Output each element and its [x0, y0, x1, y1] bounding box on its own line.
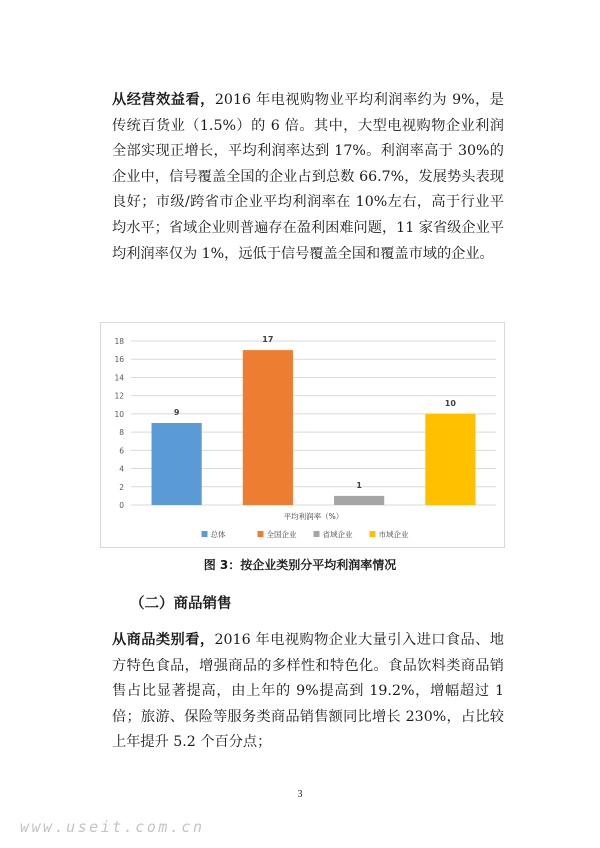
y-tick-label: 4 — [119, 464, 124, 474]
y-tick-label: 6 — [119, 446, 124, 456]
legend-swatch — [314, 531, 320, 537]
y-tick-label: 8 — [119, 428, 124, 438]
paragraph-body: 2016 年电视购物企业大量引入进口食品、地方特色食品，增强商品的多样性和特色化。食品饮料类商品销售占比显著提高，由上年的 9%提高到 19.2%，增幅超过 1 倍；旅游、保险等服务类商品销售额同比增长 230%，占比较上年提升 5.2 个百分点； — [112, 632, 504, 751]
data-label: 9 — [173, 408, 180, 417]
legend-label: 全国企业 — [266, 530, 297, 539]
legend-swatch — [258, 531, 264, 537]
bar-chart-svg — [101, 323, 504, 547]
profit-rate-chart — [100, 322, 505, 548]
y-tick-label: 18 — [114, 337, 124, 346]
y-tick-label: 12 — [114, 391, 124, 401]
paragraph-operating-efficiency — [112, 88, 504, 267]
bar-3 — [334, 496, 384, 505]
legend-label: 市域企业 — [378, 530, 409, 539]
watermark: www.useit.com.cn — [20, 818, 205, 836]
paragraph-lead: 从经营效益看， — [112, 92, 215, 108]
legend-swatch — [202, 531, 208, 537]
section-heading: （二）商品销售 — [130, 596, 232, 612]
bar-1 — [152, 423, 202, 505]
y-tick-label: 0 — [119, 501, 124, 510]
paragraph-lead: 从商品类别看， — [112, 632, 215, 648]
page-number: 3 — [297, 789, 303, 800]
y-tick-label: 10 — [114, 409, 124, 419]
data-label: 10 — [444, 398, 456, 408]
legend-swatch — [370, 531, 376, 537]
paragraph-body: 2016 年电视购物业平均利润率约为 9%，是传统百货业（1.5%）的 6 倍。其中，大型电视购物企业利润全部实现正增长，平均利润率达到 17%。利润率高于 30%的企业中，信号覆盖全国的企业占到总数 66.7%，发展势头表现良好；市级/跨省市企业平均利润率在 10%左右，高于行业平均水平；省域企业则普遍存在盈利困难问题，11 家省级企业平均利润率仅为 1%，远低于信号覆盖全国和覆盖市域的企业。 — [112, 92, 504, 262]
bar-4 — [425, 414, 475, 505]
y-tick-label: 16 — [114, 355, 124, 365]
legend-label: 总体 — [210, 530, 226, 539]
y-tick-label: 2 — [119, 482, 124, 492]
figure-caption: 图 3：按企业类别分平均利润率情况 — [203, 558, 397, 572]
paragraph-product-category — [112, 628, 504, 756]
x-axis-title: 平均利润率（%） — [283, 512, 344, 521]
data-label: 1 — [356, 480, 362, 490]
legend-label: 省域企业 — [322, 530, 353, 539]
y-tick-label: 14 — [114, 373, 124, 383]
data-label: 17 — [262, 335, 274, 345]
bar-2 — [243, 350, 293, 505]
